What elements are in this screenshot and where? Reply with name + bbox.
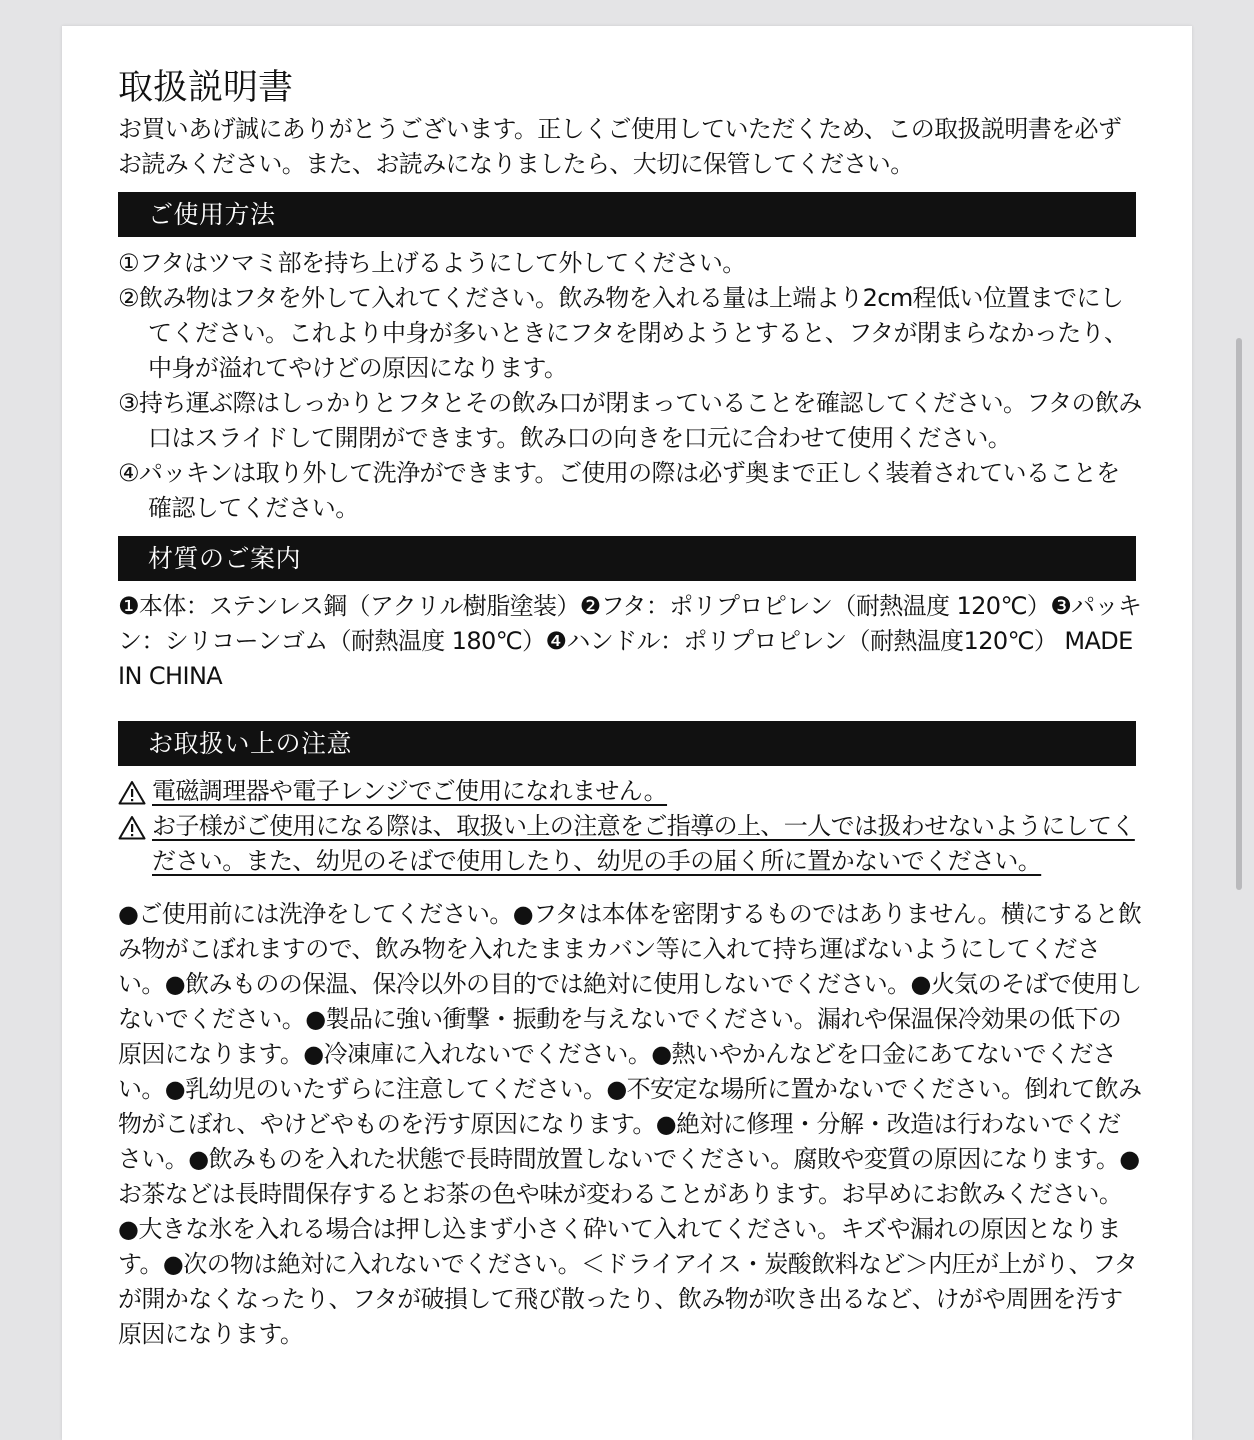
usage-step-3: ③持ち運ぶ際はしっかりとフタとその飲み口が閉まっていることを確認してください。フタの飲み口はスライドして開閉ができます。飲み口の向きを口元に合わせて使用ください。 — [118, 389, 1142, 452]
warning-item-2 — [118, 809, 1140, 879]
warning-triangle-icon — [118, 809, 152, 844]
precaution-notes: ●ご使用前には洗浄をしてください。●フタは本体を密閉するものではありません。横にすると飲み物がこぼれますので、飲み物を入れたままカバン等に入れて持ち運ばないようにしてください。●飲みものの保温、保冷以外の目的では絶対に使用しないでください。●火気のそばで使用しないでください。●製品に強い衝撃・振動を与えないでください。漏れや保温保冷効果の低下の原因になります。●冷凍庫に入れないでください。●熱いやかんなどを口金にあてないでください。●乳幼児のいたずらに注意してください。●不安定な場所に置かないでください。倒れて飲み物がこぼれ、やけどやものを汚す原因になります。●絶対に修理・分解・改造は行わないでください。●飲みものを入れた状態で長時間放置しないでください。腐敗や変質の原因になります。●お茶などは長時間保存するとお茶の色や味が変わることがあります。お早めにお飲みください。●大きな氷を入れる場合は押し込まず小さく砕いて入れてください。キズや漏れの原因となります。●次の物は絶対に入れないでください。＜ドライアイス・炭酸飲料など＞内圧が上がり、フタが開かなくなったり、フタが破損して飛び散ったり、飲み物が吹き出るなど、けがや周囲を汚す原因になります。 — [118, 900, 1142, 1348]
warning-list — [118, 774, 1140, 879]
intro-text: お買いあげ誠にありがとうございます。正しくご使用していただくため、この取扱説明書を必ずお読みください。また、お読みになりましたら、大切に保管してください。 — [118, 115, 1122, 178]
usage-heading: ご使用方法 — [118, 192, 1136, 237]
cautions-heading: お取扱い上の注意 — [118, 721, 1136, 766]
usage-step-2: ②飲み物はフタを外して入れてください。飲み物を入れる量は上端より2cm程低い位置までにしてください。これより中身が多いときにフタを閉めようとすると、フタが閉まらなかったり、中身が溢れてやけどの原因になります。 — [118, 284, 1128, 382]
materials-text: ❶本体：ステンレス鋼（アクリル樹脂塗装）❷フタ：ポリプロピレン（耐熱温度 120℃）❸パッキン：シリコーンゴム（耐熱温度 180℃）❹ハンドル：ポリプロピレン（耐熱温度120℃） MADE IN CHINA — [118, 592, 1142, 690]
warning-triangle-icon — [118, 774, 152, 809]
usage-steps — [118, 246, 1142, 526]
manual-content — [118, 64, 1142, 1352]
warning-text-2: お子様がご使用になる際は、取扱い上の注意をご指導の上、一人では扱わせないようにしてください。また、幼児のそばで使用したり、幼児の手の届く所に置かないでください。 — [152, 812, 1135, 875]
usage-step-1: ①フタはツマミ部を持ち上げるようにして外してください。 — [118, 249, 746, 277]
materials-heading: 材質のご案内 — [118, 536, 1136, 581]
warning-text-1: 電磁調理器や電子レンジでご使用になれません。 — [152, 777, 668, 805]
usage-step-4: ④パッキンは取り外して洗浄ができます。ご使用の際は必ず奥まで正しく装着されていることを確認してください。 — [118, 459, 1120, 522]
document-title: 取扱説明書 — [118, 68, 294, 108]
warning-item-1 — [118, 774, 1140, 809]
scrollbar[interactable] — [1236, 338, 1242, 890]
